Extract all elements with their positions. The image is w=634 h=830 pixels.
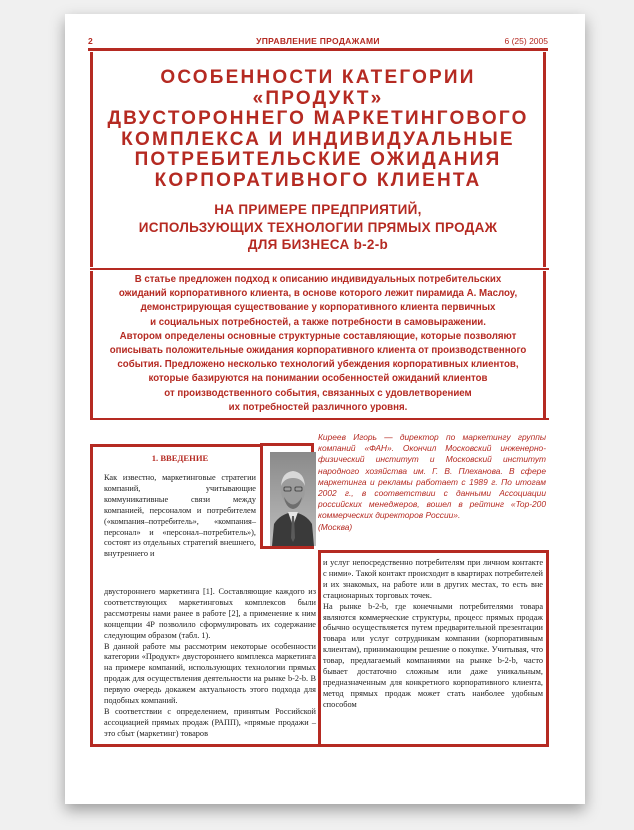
author-bio (318, 432, 546, 533)
issue-number: 6 (25) 2005 (504, 36, 548, 46)
abstract-bottom-rule (90, 418, 549, 420)
subtitle-line: ИСПОЛЬЗУЮЩИХ ТЕХНОЛОГИИ ПРЯМЫХ ПРОДАЖ (138, 219, 498, 235)
column-frame-top (90, 444, 260, 447)
paragraph: и услуг непосредственно потребителям при личном контакте с ними». Такой контакт происходит в квартирах потребителей и их знакомых, на работе или в других местах, то есть вне стационарных торговых точек. (323, 558, 543, 600)
paragraph: На рынке b-2-b, где конечными потребителями товара являются коммерческие структуры, процесс прямых продаж обычно осуществляется путем предварительной презентации товара или услуг сотрудникам компании (корпоративным клиентам), принимающим решение о покупке. Учитывая, что товар, предлагаемый компаниями на рынке b-2-b, часто бывает достаточно сложным или даже уникальным, предназначенным для конкретного корпоративного клиента, метод прямых продаж может стать наиболее удобным способом (323, 601, 543, 709)
paragraph: В соответствии с определением, принятым Российской ассоциацией прямых продаж (РАПП), «прямые продажи – это сбыт (маркетинг) товаров (104, 706, 316, 738)
title-line: ОСОБЕННОСТИ КАТЕГОРИИ «ПРОДУКТ» (160, 67, 476, 109)
title-line: КОМПЛЕКСА И ИНДИВИДУАЛЬНЫЕ (121, 128, 515, 150)
author-bio-text: Киреев Игорь — директор по маркетингу группы компаний «ФАН». Окончил Московский инженерно-физический институт и Московский институт народного хозяйства им. Г. В. Плеханова. В сфере маркетинга и рекламы работает с 1989 г. По итогам 2002 г., в соответствии с данными Ассоциации российских менеджеров, вошел в рейтинг «Top-200 коммерческих директоров России». (318, 432, 546, 521)
abstract-line: их потребностей различного уровня. (228, 401, 408, 413)
abstract-top-rule (90, 268, 549, 270)
header-rule (88, 48, 548, 51)
body-column-right (323, 558, 543, 711)
subtitle-line: ДЛЯ БИЗНЕСА b-2-b (247, 237, 389, 252)
abstract-line: описывать положительные ожидания корпоративного клиента от производственного (109, 345, 527, 357)
section-heading: 1. ВВЕДЕНИЕ (151, 453, 209, 463)
abstract-line: Автором определены основные структурные составляющие, которые позволяют (119, 330, 517, 342)
abstract-line: события. Предложено несколько технологий убеждения корпоративных клиентов, (117, 359, 519, 371)
abstract-line: от производственного события, связанных с удовлетворением (164, 387, 472, 399)
abstract-line: которые базируются на понимании особенностей ожиданий клиентов (148, 373, 488, 385)
paragraph: двустороннего маркетинга [1]. Составляющие каждого из соответствующих маркетинговых комплексов были рассмотрены нами ранее в работе [2], а применение к ним концепции 4Р позволило сформулировать их содержание следующим образом (табл. 1). (104, 587, 316, 640)
body-column-left (104, 587, 316, 740)
abstract-line: ожиданий корпоративного клиента, в основе которого лежит пирамида А. Маслоу, (118, 288, 518, 300)
article-subtitle (100, 201, 536, 254)
section-name: УПРАВЛЕНИЕ ПРОДАЖАМИ (256, 36, 380, 46)
body-column-narrow (104, 473, 256, 560)
subtitle-line: НА ПРИМЕРЕ ПРЕДПРИЯТИЙ, (214, 202, 422, 217)
column-frame-left (90, 444, 93, 747)
page-number: 2 (88, 36, 93, 46)
paragraph: Как известно, маркетинговые стратегии компаний, учитывающие коммуникативные связи между компанией, персоналом и потребителем («компания–потребитель», «компания–персонал» и «персонал–потребитель»), состоят из отдельных стратегий внешнего, внутреннего и (104, 473, 256, 559)
title-line: ПОТРЕБИТЕЛЬСКИЕ ОЖИДАНИЯ (134, 149, 502, 170)
column-frame-bottom (90, 744, 549, 747)
abstract-line: и социальных потребностей, а также потребности в самовыражении. (150, 316, 486, 328)
title-line: ДВУСТОРОННЕГО МАРКЕТИНГОВОГО (107, 108, 529, 129)
author-portrait-photo (270, 452, 316, 546)
column-frame-right (546, 550, 549, 747)
paragraph: В данной работе мы рассмотрим некоторые особенности категории «Продукт» двустороннего комплекса маркетинга на примере компаний, использующих технологии прямых продаж для осуществления деятельности на рынке b-2-b. В первую очередь докажем актуальность этого подхода для подобных компаний. (104, 641, 316, 706)
column-frame-top (318, 550, 549, 553)
title-line: КОРПОРАТИВНОГО КЛИЕНТА (154, 169, 482, 191)
column-frame-divider (318, 550, 321, 747)
running-header (88, 36, 548, 48)
abstract-line: В статье предложен подход к описанию индивидуальных потребительских (134, 274, 502, 285)
article-title (100, 68, 536, 191)
abstract-line: демонстрирующая существование у корпоративного клиента первичных (140, 302, 496, 314)
abstract (96, 273, 540, 415)
author-city: (Москва) (318, 521, 353, 532)
